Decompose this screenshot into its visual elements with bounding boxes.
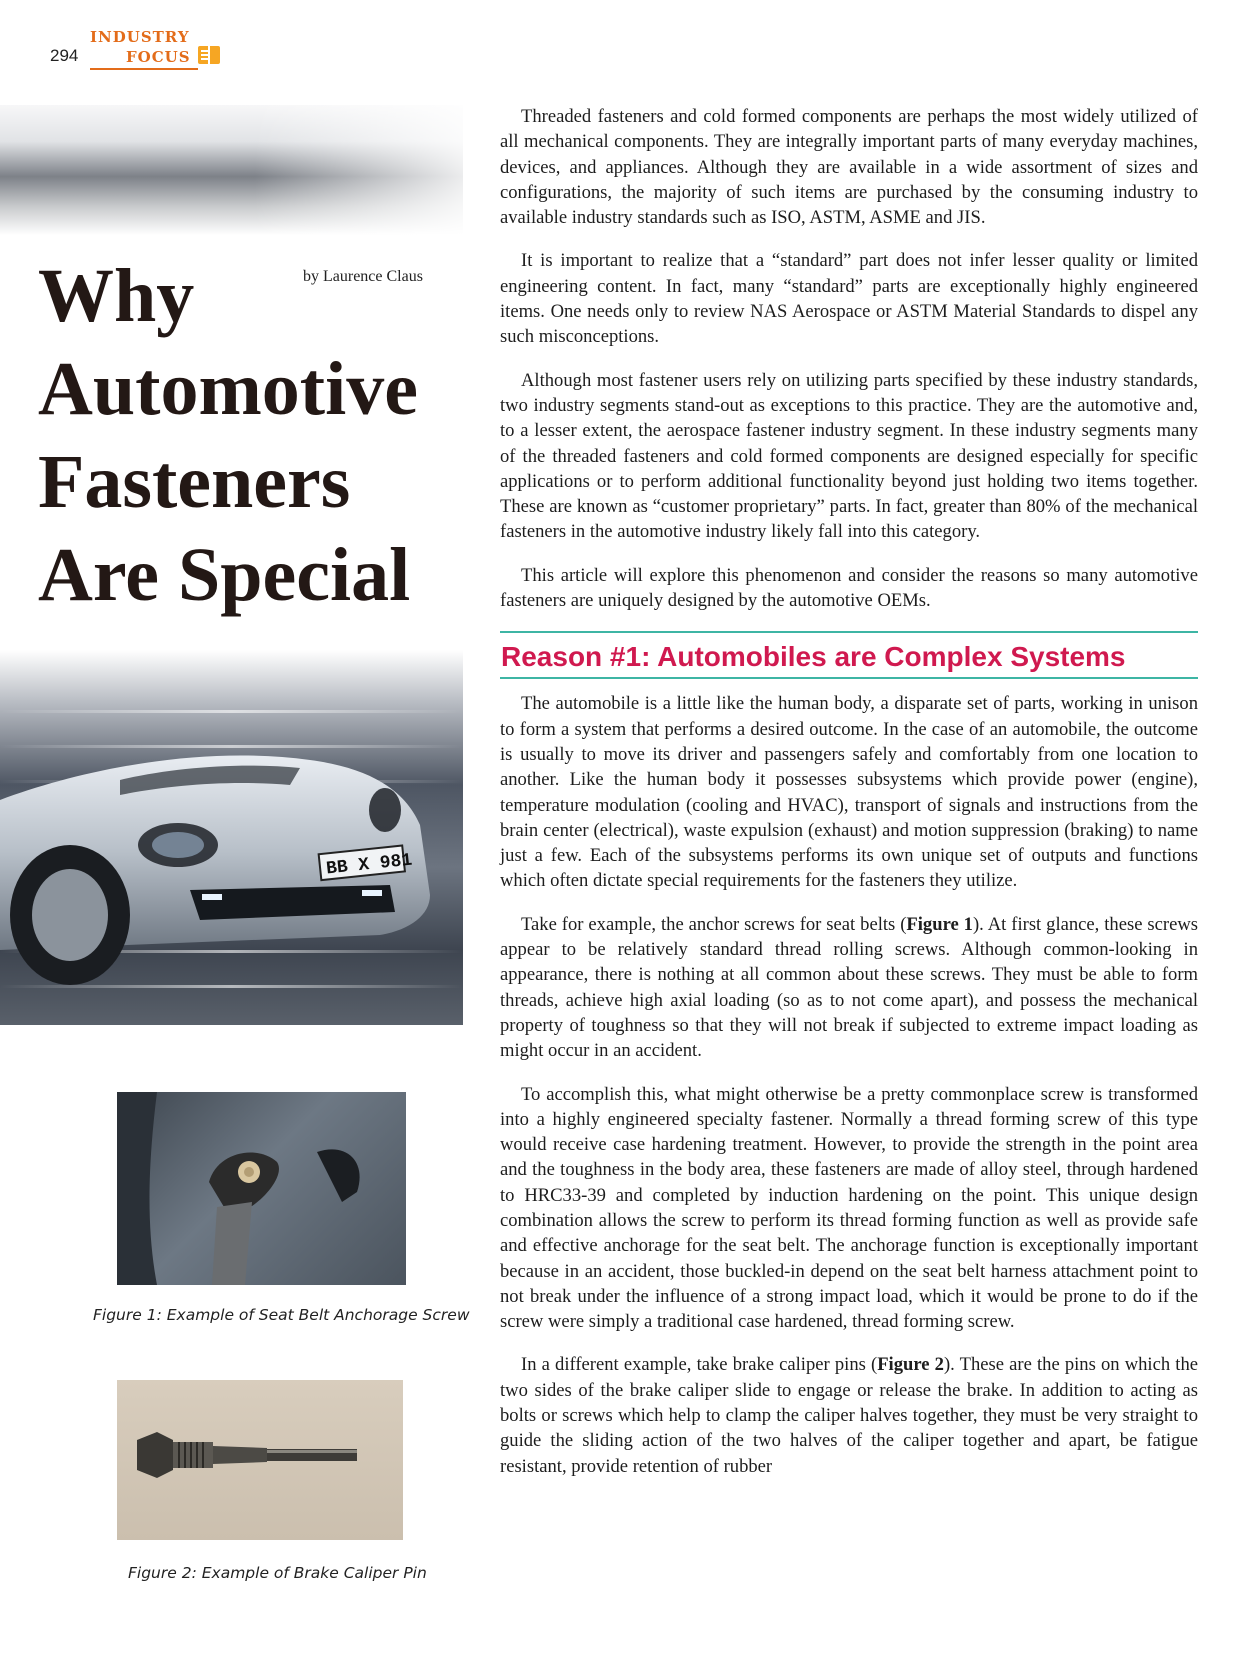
car-photo xyxy=(0,650,463,1025)
title-line: Fasteners xyxy=(38,440,351,524)
section-tag-rule xyxy=(90,68,198,70)
figure-reference: Figure 2 xyxy=(877,1354,944,1376)
figure-1-caption: Figure 1: Example of Seat Belt Anchorage Screw xyxy=(93,1306,470,1324)
caliper-pin-illustration xyxy=(117,1380,403,1540)
section-tag-line1: INDUSTRY xyxy=(90,28,190,46)
header-banner-image xyxy=(0,105,463,235)
figure-2-photo xyxy=(117,1380,403,1540)
paragraph-text: Take for example, the anchor screws for seat belts ( xyxy=(521,913,907,935)
paragraph: Although most fastener users rely on utilizing parts specified by these industry standards, two industry segments stand-out as exceptions to this practice. They are the automotive and, to a lesser extent, the aerospace fastener industry segment. In these industry segments many of the threaded fasteners and cold formed components are designed especially for specific applications or to perform additional functionality beyond just holding two items together. These are known as “customer proprietary” parts. In fact, greater than 80% of the mechanical fasteners in the automotive industry likely fall into this category. xyxy=(500,369,1198,543)
paragraph-text: ). These are the pins on which the two sides of the brake caliper slide to engage or release the brake. In addition to acting as bolts or screws which help to clamp the caliper halves together, they must be very straight to guide the sliding action of the two halves of the caliper together and apart, be fatigue resistant, provide retention of rubber xyxy=(500,1354,1198,1477)
paragraph: To accomplish this, what might otherwise be a pretty commonplace screw is transformed into a highly engineered specialty fastener. Normally a thread forming screw of this type would receive case hardening treatment. However, to provide the strength in the point area and the toughness in the body area, these fasteners are made of alloy steel, through hardened to HRC33-39 and completed by induction hardening on the point. This unique design combination allows the screw to perform its thread forming function as well as provide safe and effective anchorage for the seat belt. The anchorage function is exceptionally important because in an accident, those buckled-in depend on the seat belt harness attachment point to not break under the influence of a strong impact load, which it would be prone to do if the screw were simply a traditional case hardened, thread forming screw. xyxy=(500,1083,1198,1333)
figure-1-photo xyxy=(117,1092,406,1285)
article-title xyxy=(38,250,458,622)
section-heading: Reason #1: Automobiles are Complex Systems xyxy=(500,631,1198,679)
paragraph-text: ). At first glance, these screws appear to be relatively standard thread rolling screws. Although common-looking in appearance, there is nothing at all common about these screws. They must be able to form threads, achieve high axial loading (so as to not come apart), and possess the mechanical property of toughness so that they will not break if subjected to extreme impact loading as might occur in an accident. xyxy=(500,913,1198,1062)
figure-reference: Figure 1 xyxy=(906,913,973,935)
article-body xyxy=(500,104,1198,1497)
paragraph-text: In a different example, take brake caliper pins ( xyxy=(521,1354,878,1376)
section-tag xyxy=(90,28,230,72)
book-icon xyxy=(198,46,220,64)
page-number: 294 xyxy=(50,46,79,65)
paragraph: Threaded fasteners and cold formed components are perhaps the most widely utilized of all mechanical components. They are integrally important parts of many everyday machines, devices, and appliances. Although they are available in a wide assortment of sizes and configurations, the majority of such items are purchased by the consuming industry to available industry standards such as ISO, ASTM, ASME and JIS. xyxy=(500,106,1198,229)
license-plate-text: BB X 981 xyxy=(325,850,414,880)
section-tag-line2: FOCUS xyxy=(126,48,191,66)
paragraph: The automobile is a little like the human body, a disparate set of parts, working in unison to form a system that performs a desired outcome. In the case of an automobile, the outcome is usually to move its driver and passengers safely and comfortably from one location to another. Like the human body it possesses subsystems which provide power (engine), temperature modulation (cooling and HVAC), transport of signals and instructions from the brain center (electrical), waste expulsion (exhaust) and motion suppression (braking) to name just a few. Each of the subsystems performs its own unique set of outputs and functions which often dictate special requirements for the fasteners they utilize. xyxy=(500,693,1198,892)
title-line: Why xyxy=(38,254,195,338)
paragraph xyxy=(500,912,1198,1064)
paragraph: It is important to realize that a “standard” part does not infer lesser quality or limited engineering content. In fact, many “standard” parts are exceptionally highly engineered items. One needs only to review NAS Aerospace or ASTM Material Standards to dispel any such misconceptions. xyxy=(500,250,1198,348)
car-illustration xyxy=(0,650,463,1025)
paragraph: This article will explore this phenomenon and consider the reasons so many automotive fasteners are uniquely designed by the automotive OEMs. xyxy=(500,564,1198,612)
paragraph xyxy=(500,1352,1198,1478)
title-line: Are Special xyxy=(38,533,411,617)
byline: by Laurence Claus xyxy=(303,268,423,285)
figure-2-caption: Figure 2: Example of Brake Caliper Pin xyxy=(128,1564,427,1582)
seat-belt-anchor-illustration xyxy=(117,1092,406,1285)
title-line: Automotive xyxy=(38,347,418,431)
